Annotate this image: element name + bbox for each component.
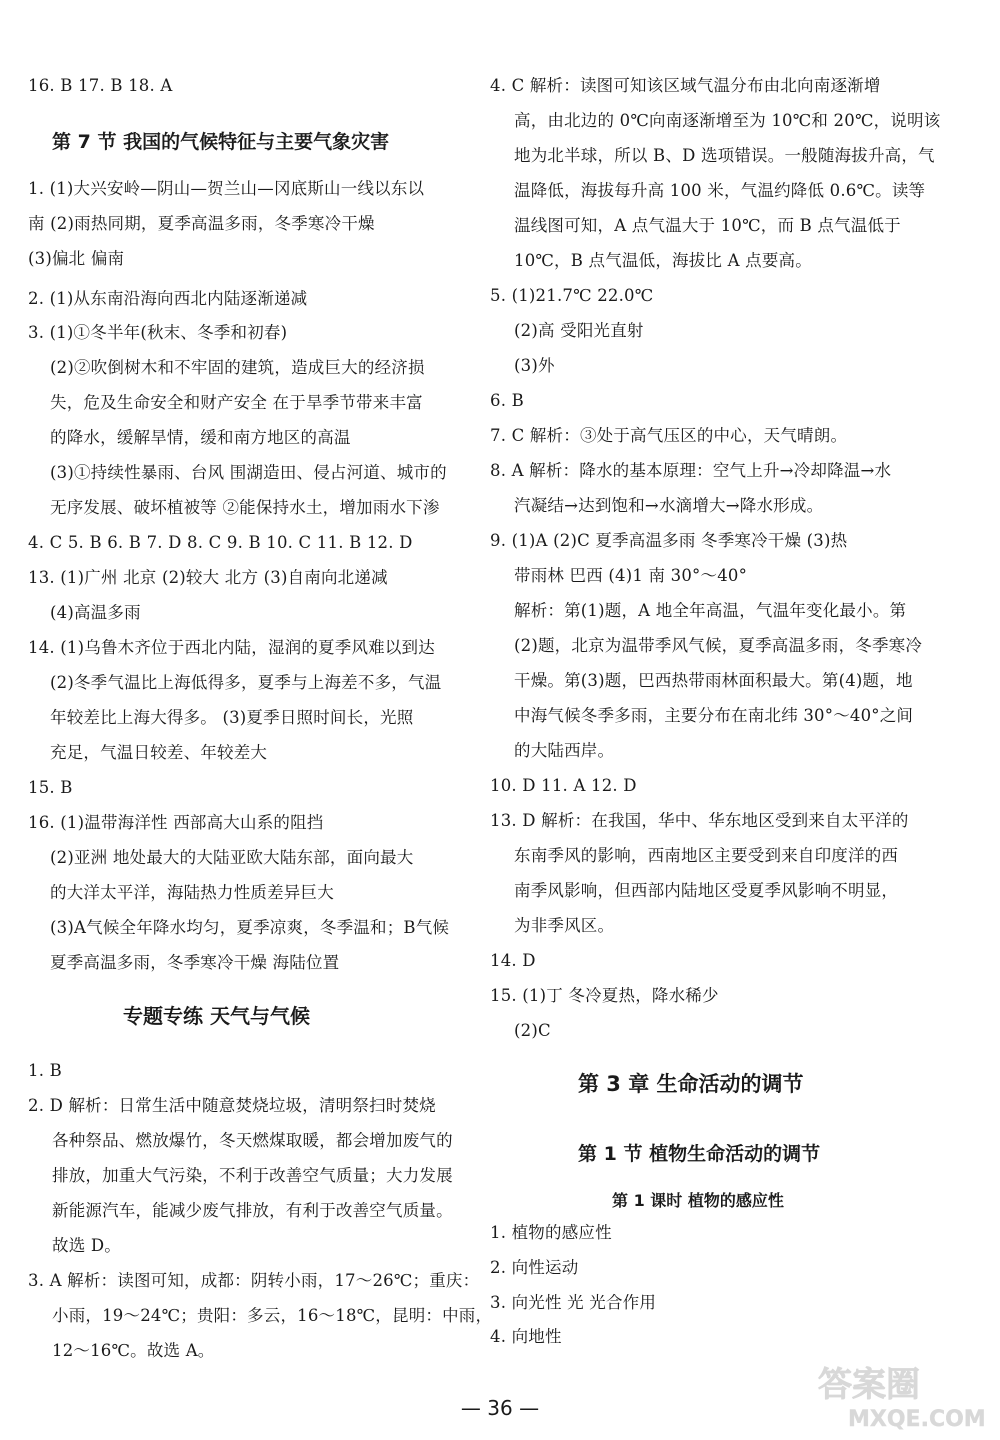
text-line: 为非季风区。 xyxy=(514,916,615,935)
chapter-title: 第 3 章 生命活动的调节 xyxy=(578,1072,804,1096)
text-line: 3. (1)①冬半年(秋末、冬季和初春) xyxy=(28,323,288,342)
text-line: (2)高 受阳光直射 xyxy=(514,321,644,340)
section-1-title: 第 1 节 植物生命活动的调节 xyxy=(578,1143,821,1165)
text-line: 3. 向光性 光 光合作用 xyxy=(490,1293,657,1312)
text-line: 9. (1)A (2)C 夏季高温多雨 冬季寒冷干燥 (3)热 xyxy=(490,531,848,550)
text-line: 失，危及生命安全和财产安全 在于旱季节带来丰富 xyxy=(50,393,423,412)
text-line: 6. B xyxy=(490,391,524,410)
text-line: 10. D 11. A 12. D xyxy=(490,776,637,795)
text-line: 各种祭品、燃放爆竹，冬天燃煤取暖，都会增加废气的 xyxy=(52,1131,453,1150)
answer-row-4-12: 4. C 5. B 6. B 7. D 8. C 9. B 10. C 11. B 12. D xyxy=(28,533,413,552)
text-line: (2)冬季气温比上海低得多，夏季与上海差不多，气温 xyxy=(50,673,442,692)
text-line: 10℃，B 点气温低，海拔比 A 点要高。 xyxy=(514,251,812,270)
text-line: 小雨，19～24℃；贵阳：多云，16～18℃，昆明：中雨， xyxy=(52,1306,493,1325)
text-line: 14. D xyxy=(490,951,536,970)
text-line: 2. (1)从东南沿海向西北内陆逐渐递减 xyxy=(28,289,308,308)
text-line: 7. C 解析：③处于高气压区的中心，天气晴朗。 xyxy=(490,426,848,445)
text-line: 13. D 解析：在我国，华中、华东地区受到来自太平洋的 xyxy=(490,811,909,830)
text-line: 排放，加重大气污染，不利于改善空气质量；大力发展 xyxy=(52,1166,453,1185)
text-line: 夏季高温多雨，冬季寒冷干燥 海陆位置 xyxy=(50,953,340,972)
text-line: 年较差比上海大得多。 (3)夏季日照时间长，光照 xyxy=(50,708,414,727)
text-line: 温降低，海拔每升高 100 米，气温约降低 0.6℃。读等 xyxy=(514,181,926,200)
text-line: 中海气候冬季多雨，主要分布在南北纬 30°～40°之间 xyxy=(514,706,914,725)
text-line: 2. D 解析：日常生活中随意焚烧垃圾，清明祭扫时焚烧 xyxy=(28,1096,436,1115)
text-line: (4)高温多雨 xyxy=(50,603,141,622)
text-line: 高，由北边的 0℃向南逐渐增至为 10℃和 20℃，说明该 xyxy=(514,111,941,130)
text-line: 1. (1)大兴安岭—阴山—贺兰山—冈底斯山一线以东以 xyxy=(28,179,425,198)
text-line: 充足，气温日较差、年较差大 xyxy=(50,743,268,762)
text-line: 南季风影响，但西部内陆地区受夏季风影响不明显， xyxy=(514,881,899,900)
text-line: 东南季风的影响，西南地区主要受到来自印度洋的西 xyxy=(514,846,899,865)
text-line: 故选 D。 xyxy=(52,1236,121,1255)
text-line: 的大陆西岸。 xyxy=(514,741,615,760)
text-line: 的降水，缓解旱情，缓和南方地区的高温 xyxy=(50,428,351,447)
text-line: (2)②吹倒树木和不牢固的建筑，造成巨大的经济损 xyxy=(50,358,425,377)
text-line: 16. (1)温带海洋性 西部高大山系的阻挡 xyxy=(28,813,324,832)
watermark-logo xyxy=(800,1358,990,1434)
text-line: 8. A 解析：降水的基本原理：空气上升→冷却降温→水 xyxy=(490,461,892,480)
text-line: 2. 向性运动 xyxy=(490,1258,579,1277)
text-line: 15. (1)丁 冬冷夏热，降水稀少 xyxy=(490,986,719,1005)
text-line: 南 (2)雨热同期，夏季高温多雨，冬季寒冷干燥 xyxy=(28,214,375,233)
text-line: 13. (1)广州 北京 (2)较大 北方 (3)自南向北递减 xyxy=(28,568,388,587)
text-line: 5. (1)21.7℃ 22.0℃ xyxy=(490,286,654,305)
text-line: 的大洋太平洋，海陆热力性质差异巨大 xyxy=(50,883,334,902)
text-line: 1. B xyxy=(28,1061,62,1080)
topic-title: 专题专练 天气与气候 xyxy=(123,1004,310,1028)
text-line: 3. A 解析：读图可知，成都：阴转小雨，17～26℃；重庆： xyxy=(28,1271,480,1290)
lesson-title: 第 1 课时 植物的感应性 xyxy=(612,1191,784,1210)
text-line: 14. (1)乌鲁木齐位于西北内陆，湿润的夏季风难以到达 xyxy=(28,638,435,657)
text-line: 地为北半球，所以 B、D 选项错误。一般随海拔升高，气 xyxy=(514,146,935,165)
text-line: 4. 向地性 xyxy=(490,1327,562,1346)
text-line: 无序发展、破坏植被等 ②能保持水土，增加雨水下渗 xyxy=(50,498,440,517)
text-line: (3)①持续性暴雨、台风 围湖造田、侵占河道、城市的 xyxy=(50,463,447,482)
text-line: 15. B xyxy=(28,778,73,797)
answer-row-16-18: 16. B 17. B 18. A xyxy=(28,76,173,95)
text-line: (2)题，北京为温带季风气候，夏季高温多雨，冬季寒冷 xyxy=(514,636,923,655)
text-line: 新能源汽车，能减少废气排放，有利于改善空气质量。 xyxy=(52,1201,453,1220)
page-number: — 36 — xyxy=(460,1396,540,1420)
svg-text:MXQE.COM: MXQE.COM xyxy=(848,1407,986,1432)
text-line: (3)外 xyxy=(514,356,555,375)
text-line: 温线图可知，A 点气温大于 10℃，而 B 点气温低于 xyxy=(514,216,901,235)
text-line: (3)偏北 偏南 xyxy=(28,249,125,268)
text-line: (2)亚洲 地处最大的大陆亚欧大陆东部，面向最大 xyxy=(50,848,414,867)
text-line: 4. C 解析：读图可知该区域气温分布由北向南逐渐增 xyxy=(490,76,881,95)
text-line: 汽凝结→达到饱和→水滴增大→降水形成。 xyxy=(514,496,824,515)
text-line: 1. 植物的感应性 xyxy=(490,1223,612,1242)
svg-text:答案圈: 答案圈 xyxy=(818,1365,920,1405)
text-line: 干燥。第(3)题，巴西热带雨林面积最大。第(4)题，地 xyxy=(514,671,913,690)
text-line: (3)A气候全年降水均匀，夏季凉爽，冬季温和；B气候 xyxy=(50,918,450,937)
text-line: (2)C xyxy=(514,1021,551,1040)
text-line: 12～16℃。故选 A。 xyxy=(52,1341,215,1360)
text-line: 带雨林 巴西 (4)1 南 30°～40° xyxy=(514,566,748,585)
text-line: 解析：第(1)题，A 地全年高温，气温年变化最小。第 xyxy=(514,601,907,620)
section-7-title: 第 7 节 我国的气候特征与主要气象灾害 xyxy=(52,131,390,153)
